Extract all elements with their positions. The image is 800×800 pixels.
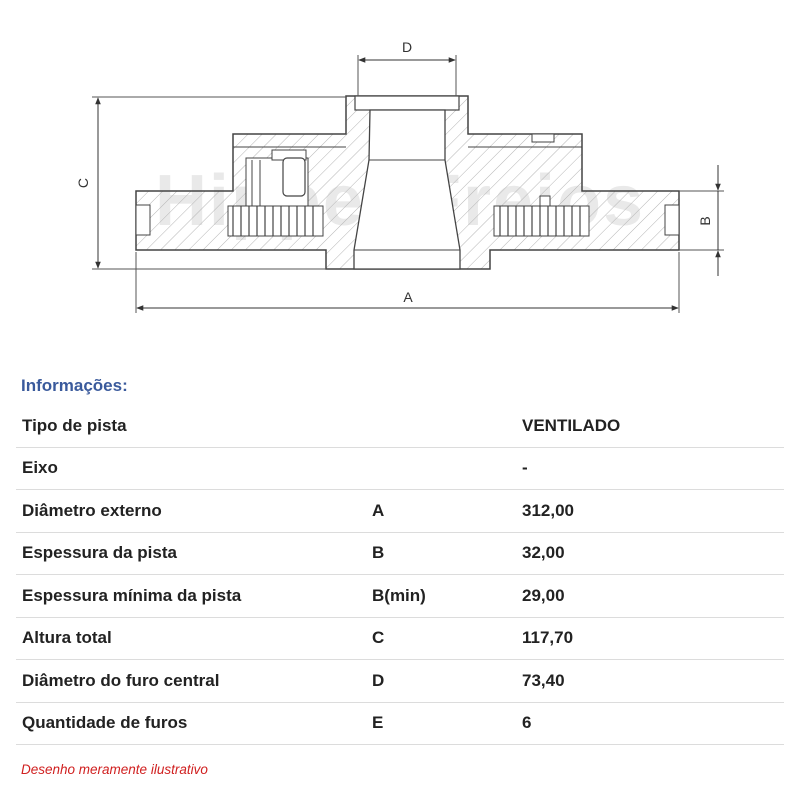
dimension-d-label: D xyxy=(401,39,413,55)
row-value: 6 xyxy=(516,702,784,745)
dimension-b-label: B xyxy=(697,216,713,226)
row-value: VENTILADO xyxy=(516,405,784,447)
table-row xyxy=(16,702,784,745)
table-row xyxy=(16,447,784,490)
row-code: B xyxy=(366,532,516,575)
dimension-c-label: C xyxy=(75,177,91,189)
row-value: 73,40 xyxy=(516,660,784,703)
row-label: Eixo xyxy=(16,447,366,490)
row-value: 29,00 xyxy=(516,575,784,618)
row-label: Diâmetro do furo central xyxy=(16,660,366,703)
table-row xyxy=(16,575,784,618)
row-value: 312,00 xyxy=(516,490,784,533)
row-value: 32,00 xyxy=(516,532,784,575)
row-code: C xyxy=(366,617,516,660)
row-label: Altura total xyxy=(16,617,366,660)
row-code: D xyxy=(366,660,516,703)
info-title: Informações: xyxy=(21,376,128,395)
row-code xyxy=(366,405,516,447)
row-label: Quantidade de furos xyxy=(16,702,366,745)
table-row xyxy=(16,617,784,660)
brake-disc-drawing xyxy=(0,0,800,345)
spec-table xyxy=(16,405,784,745)
row-code xyxy=(366,447,516,490)
row-code: B(min) xyxy=(366,575,516,618)
row-label: Espessura mínima da pista xyxy=(16,575,366,618)
illustrative-note: Desenho meramente ilustrativo xyxy=(21,762,208,777)
table-row xyxy=(16,405,784,447)
row-code: A xyxy=(366,490,516,533)
row-code: E xyxy=(366,702,516,745)
table-row xyxy=(16,660,784,703)
dimension-b xyxy=(679,165,724,276)
row-value: - xyxy=(516,447,784,490)
table-row xyxy=(16,490,784,533)
table-row xyxy=(16,532,784,575)
row-value: 117,70 xyxy=(516,617,784,660)
row-label: Tipo de pista xyxy=(16,405,366,447)
row-label: Diâmetro externo xyxy=(16,490,366,533)
dimension-d xyxy=(358,39,456,96)
dimension-a-label: A xyxy=(403,289,413,305)
row-label: Espessura da pista xyxy=(16,532,366,575)
